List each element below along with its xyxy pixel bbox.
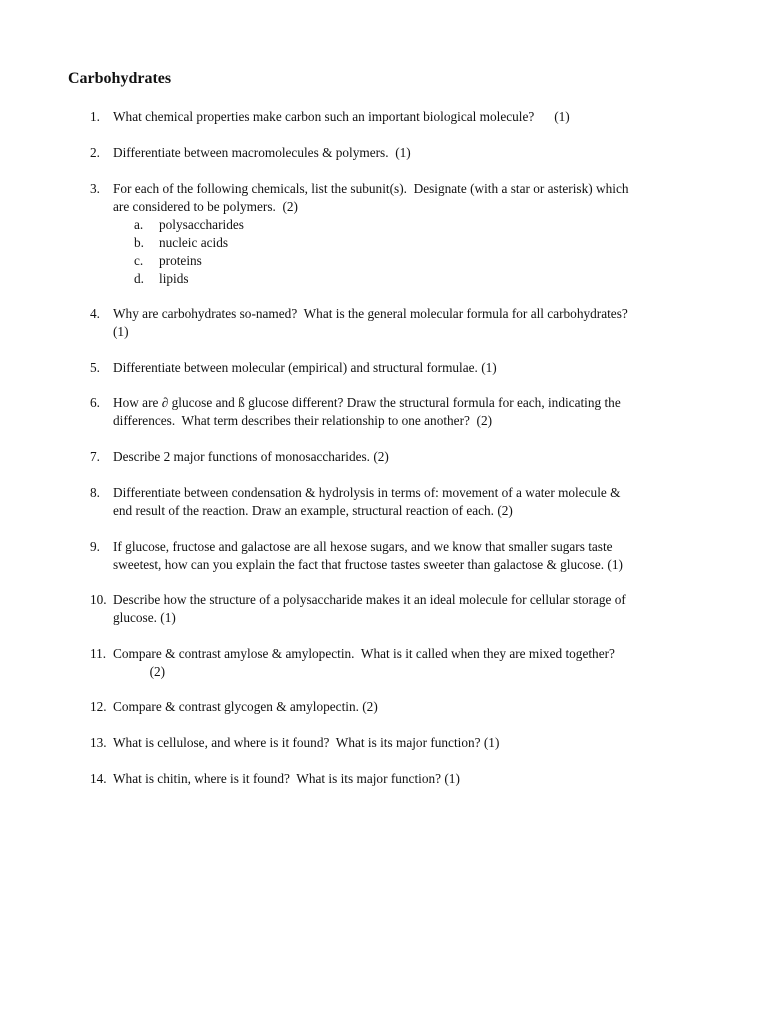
question-text-line: Why are carbohydrates so-named? What is the general molecular formula for all carbohydrates? [113, 306, 628, 321]
question-number: 11. [90, 646, 107, 661]
question-2 [90, 144, 710, 162]
subitem-letter: d. [134, 271, 144, 286]
question-text: What is chitin, where is it found? What is its major function? (1) [113, 771, 460, 786]
question-12 [90, 698, 710, 716]
question-number: 3. [90, 181, 100, 196]
question-number: 10. [90, 592, 107, 607]
question-text-line: (1) [113, 324, 129, 339]
page-title: Carbohydrates [68, 70, 172, 87]
question-14 [90, 770, 710, 788]
question-11 [90, 645, 710, 681]
question-text: Compare & contrast glycogen & amylopectin. (2) [113, 699, 378, 714]
question-number: 9. [90, 539, 100, 554]
subitem-letter: a. [134, 217, 144, 232]
question-9 [90, 538, 710, 574]
question-6 [90, 394, 710, 430]
question-number: 1. [90, 109, 100, 124]
question-text: Differentiate between macromolecules & polymers. (1) [113, 145, 411, 160]
subitem-c [134, 252, 202, 270]
question-text-line: For each of the following chemicals, list the subunit(s). Designate (with a star or asterisk) which [113, 181, 629, 196]
question-number: 13. [90, 735, 107, 750]
question-text-line: Differentiate between condensation & hydrolysis in terms of: movement of a water molecule & [113, 485, 621, 500]
question-text-line: How are ∂ glucose and ß glucose different? Draw the structural formula for each, indicating the [113, 395, 621, 410]
question-text: What chemical properties make carbon such an important biological molecule? (1) [113, 109, 570, 124]
subitem-text: proteins [159, 253, 202, 268]
question-text-line: Compare & contrast amylose & amylopectin. What is it called when they are mixed together? [113, 646, 615, 661]
question-5 [90, 359, 710, 377]
subitem-text: polysaccharides [159, 217, 244, 232]
question-text: What is cellulose, and where is it found? What is its major function? (1) [113, 735, 500, 750]
question-text-line: Describe how the structure of a polysaccharide makes it an ideal molecule for cellular storage of [113, 592, 626, 607]
subitem-letter: c. [134, 253, 144, 268]
question-text-line: sweetest, how can you explain the fact that fructose tastes sweeter than galactose & glucose. (1) [113, 557, 623, 572]
subitem-text: lipids [159, 271, 189, 286]
question-7 [90, 448, 710, 466]
question-3 [90, 180, 710, 216]
question-text: Differentiate between molecular (empirical) and structural formulae. (1) [113, 360, 497, 375]
question-number: 12. [90, 699, 107, 714]
question-number: 8. [90, 485, 100, 500]
subitem-b [134, 234, 228, 252]
subitem-letter: b. [134, 235, 144, 250]
question-number: 5. [90, 360, 100, 375]
question-1 [90, 108, 710, 126]
subitem-a [134, 216, 244, 234]
question-text-line: (2) [113, 664, 166, 679]
question-text-line: If glucose, fructose and galactose are all hexose sugars, and we know that smaller sugars taste [113, 539, 613, 554]
question-number: 14. [90, 771, 107, 786]
question-number: 6. [90, 395, 100, 410]
question-number: 4. [90, 306, 100, 321]
subitem-d [134, 270, 189, 288]
question-13 [90, 734, 710, 752]
question-text-line: glucose. (1) [113, 610, 176, 625]
question-4 [90, 305, 710, 341]
question-text-line: differences. What term describes their relationship to one another? (2) [113, 413, 493, 428]
subitem-text: nucleic acids [159, 235, 229, 250]
question-text-line: are considered to be polymers. (2) [113, 199, 298, 214]
question-number: 2. [90, 145, 100, 160]
question-text: Describe 2 major functions of monosaccharides. (2) [113, 449, 389, 464]
question-text-line: end result of the reaction. Draw an example, structural reaction of each. (2) [113, 503, 513, 518]
question-number: 7. [90, 449, 100, 464]
question-8 [90, 484, 710, 520]
question-10 [90, 591, 710, 627]
